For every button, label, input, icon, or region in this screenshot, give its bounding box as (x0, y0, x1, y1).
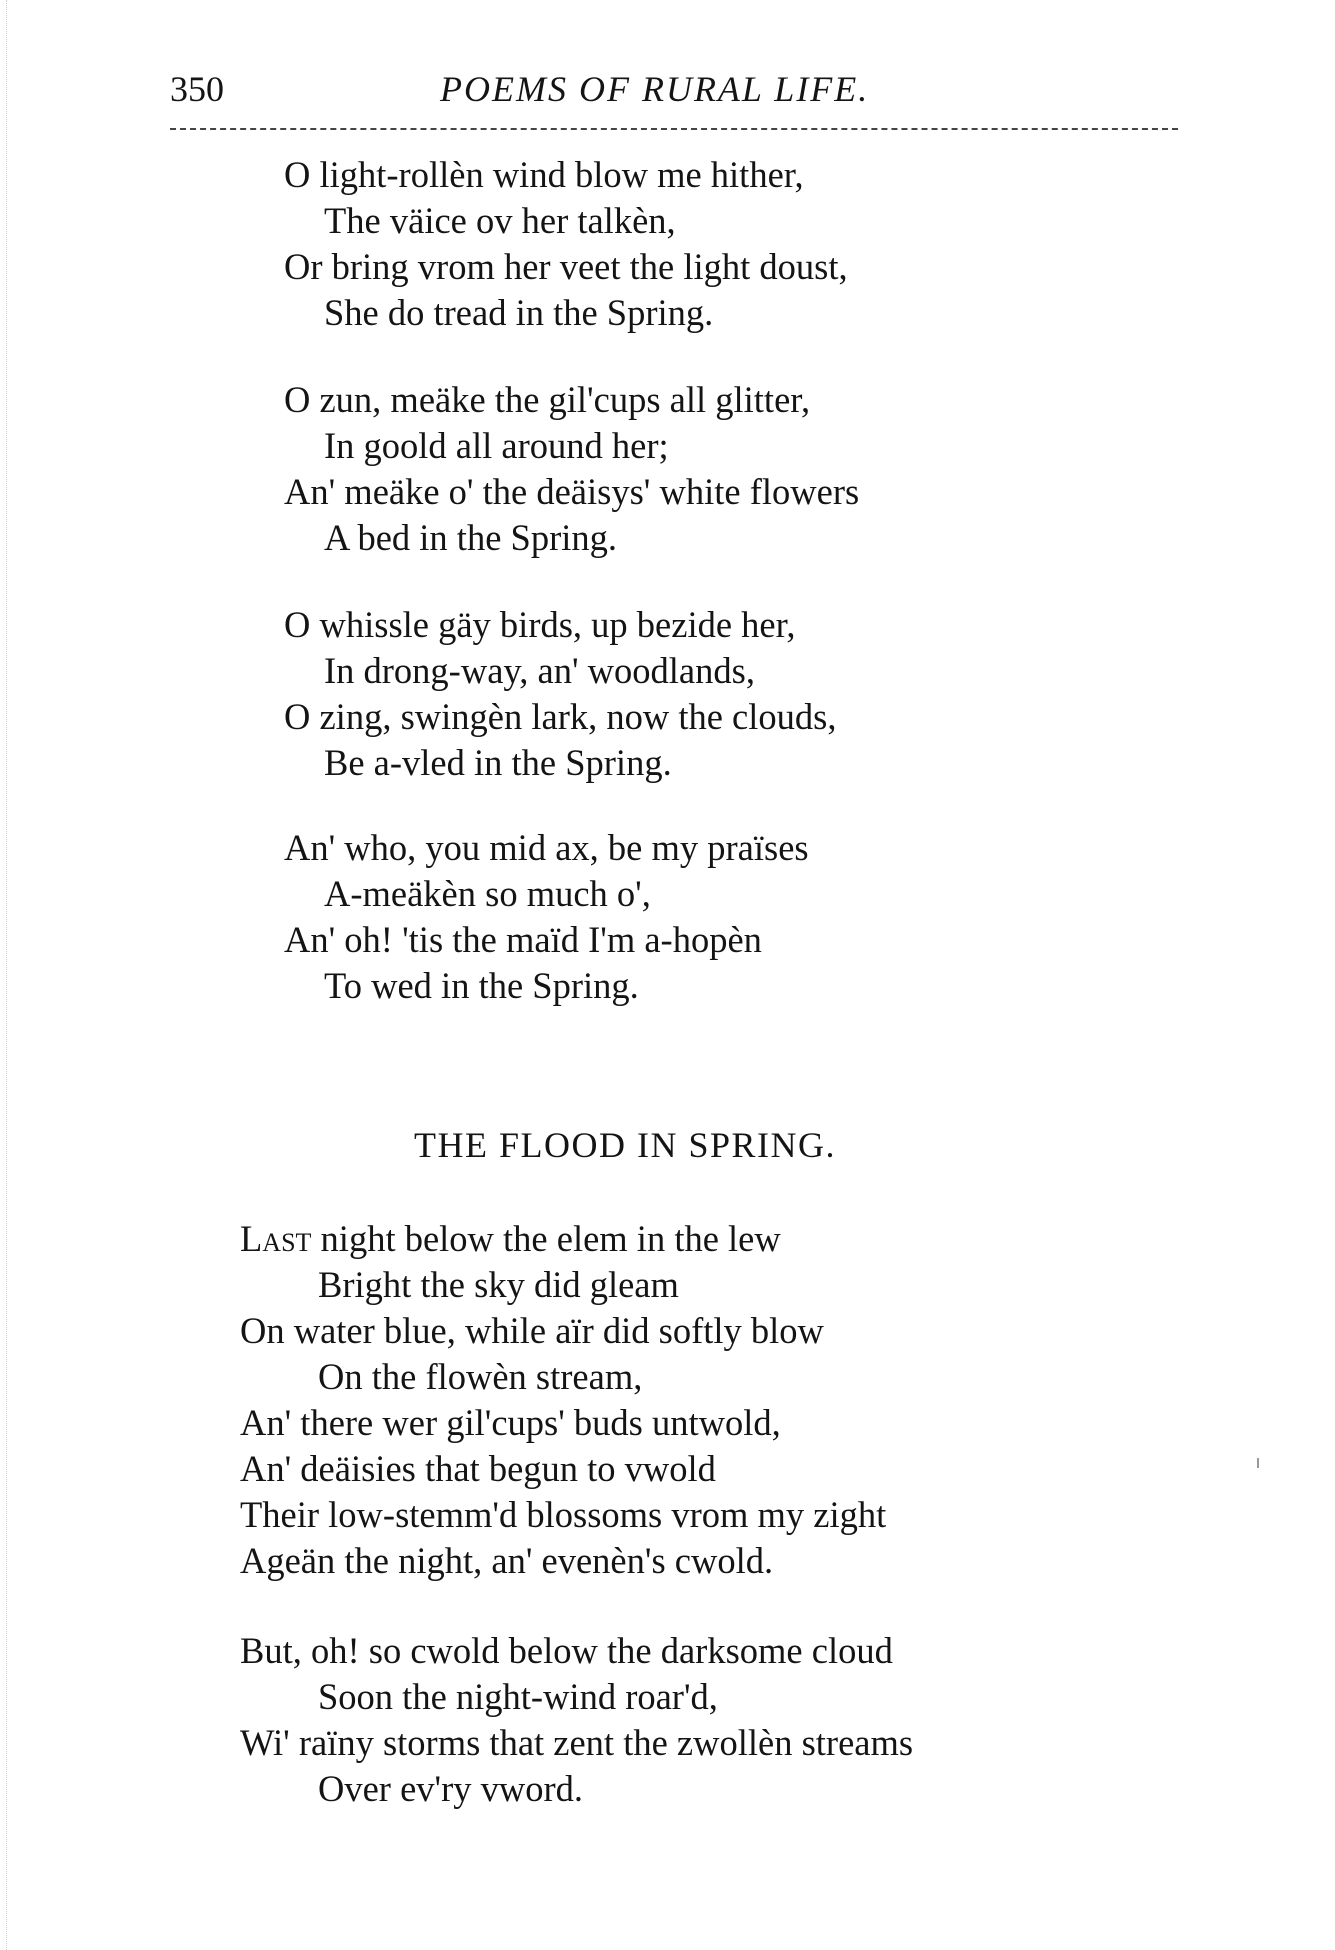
poem-line: O light-rollèn wind blow me hither, (284, 154, 804, 195)
poem1-stanza-1 (284, 152, 848, 336)
poem-line: A-meäkèn so much o', (324, 873, 651, 914)
poem2-stanza-1 (240, 1216, 886, 1584)
poem-line (240, 1216, 886, 1262)
poem1-stanza-4 (284, 825, 809, 1009)
first-line-rest: night below the elem in the lew (311, 1218, 781, 1259)
page-number: 350 (170, 69, 224, 109)
poem-title: THE FLOOD IN SPRING. (414, 1125, 837, 1165)
poem-line: The väice ov her talkèn, (324, 200, 676, 241)
running-title: POEMS OF RURAL LIFE. (440, 69, 870, 109)
poem-line: An' deäisies that begun to vwold (240, 1448, 716, 1489)
gutter-edge (6, 0, 7, 1950)
poem1-stanza-2 (284, 377, 859, 561)
poem-line: O whissle gäy birds, up bezide her, (284, 604, 796, 645)
poem-line: On the flowèn stream, (318, 1356, 643, 1397)
poem-line: In goold all around her; (324, 425, 669, 466)
poem-line: She do tread in the Spring. (324, 292, 714, 333)
header-rule (170, 128, 1178, 130)
poem-line: Or bring vrom her veet the light doust, (284, 246, 848, 287)
poem-line: An' oh! 'tis the maïd I'm a-hopèn (284, 919, 762, 960)
poem-line: Ageän the night, an' evenèn's cwold. (240, 1540, 774, 1581)
poem-line: Soon the night-wind roar'd, (318, 1676, 718, 1717)
poem-line: An' there wer gil'cups' buds untwold, (240, 1402, 781, 1443)
poem-line: O zun, meäke the gil'cups all glitter, (284, 379, 811, 420)
poem-line: Wi' raïny storms that zent the zwollèn streams (240, 1722, 914, 1763)
poem-line: Their low-stemm'd blossoms vrom my zight (240, 1494, 887, 1535)
poem-line: Over ev'ry vword. (318, 1768, 584, 1809)
drop-word: Last (240, 1218, 312, 1259)
poem-line: To wed in the Spring. (324, 965, 639, 1006)
poem-line: An' who, you mid ax, be my praïses (284, 827, 809, 868)
poem1-stanza-3 (284, 602, 836, 786)
poem2-stanza-2 (240, 1628, 913, 1812)
poem-line: O zing, swingèn lark, now the clouds, (284, 696, 837, 737)
poem-line: A bed in the Spring. (324, 517, 617, 558)
poem-line: In drong-way, an' woodlands, (324, 650, 755, 691)
paper-speck (1257, 1458, 1259, 1468)
poem-line: Bright the sky did gleam (318, 1264, 679, 1305)
poem-line: On water blue, while aïr did softly blow (240, 1310, 824, 1351)
poem-line: But, oh! so cwold below the darksome cloud (240, 1630, 893, 1671)
poem-line: An' meäke o' the deäisys' white flowers (284, 471, 860, 512)
poem-line: Be a-vled in the Spring. (324, 742, 672, 783)
page-header (170, 68, 1180, 118)
